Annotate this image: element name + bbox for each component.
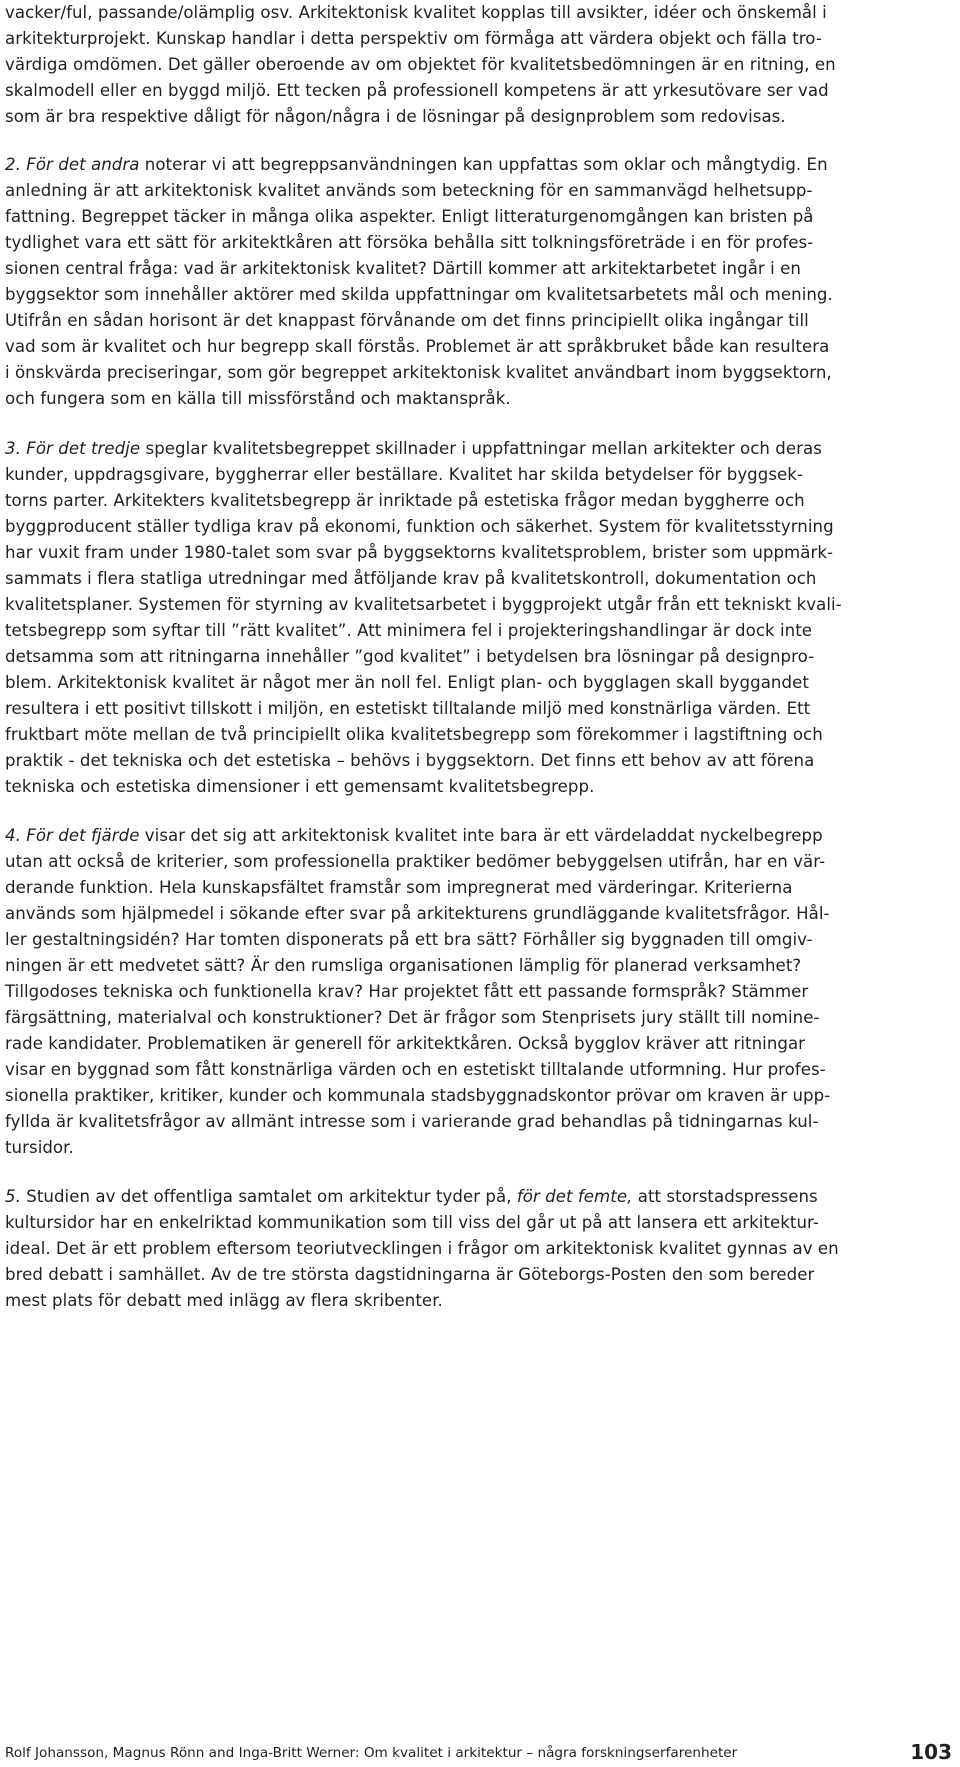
paragraph-3-line-11: resultera i ett positivt tillskott i miljön, en estetiskt tilltalande miljö med konstnärliga värden. Ett [5, 699, 811, 718]
paragraph-3-line-13: praktik - det tekniska och det estetiska – behövs i byggsektorn. Det finns ett behov av att förena [5, 751, 815, 770]
paragraph-5-lead: 5. [5, 1187, 21, 1206]
paragraph-4-line-4: används som hjälpmedel i sökande efter svar på arkitekturens grundläggande kvalitetsfrågor. Hål- [5, 904, 830, 923]
paragraph-3-line-8: tetsbegrepp som syftar till ”rätt kvalitet”. Att minimera fel i projekteringshandlingar är dock inte [5, 621, 813, 640]
paragraph-2-line-7: Utifrån en sådan horisont är det knappast förvånande om det finns principiellt olika ingångar till [5, 311, 809, 330]
page-number: 103 [910, 1740, 952, 1764]
paragraph-5-line-3: ideal. Det är ett problem eftersom teoriutvecklingen i frågor om arkitektonisk kvalitet gynnas av en [5, 1239, 839, 1258]
page-footer-authors: Rolf Johansson, Magnus Rönn and Inga-Britt Werner: Om kvalitet i arkitektur – några forskningserfarenheter [5, 1745, 738, 1761]
paragraph-1-line-1: vacker/ful, passande/olämplig osv. Arkitektonisk kvalitet kopplas till avsikter, idéer och önskemål i [5, 3, 827, 22]
paragraph-4-line-6: ningen är ett medvetet sätt? Är den rumsliga organisationen lämplig för planerad verksamhet? [5, 956, 802, 975]
paragraph-5-line-1-post: att storstadspressens [632, 1187, 818, 1206]
paragraph-2-line-5: sionen central fråga: vad är arkitektonisk kvalitet? Därtill kommer att arkitektarbetet ingår i en [5, 259, 801, 278]
paragraph-2-line-6: byggsektor som innehåller aktörer med skilda uppfattningar om kvalitetsarbetets mål och mening. [5, 285, 833, 304]
paragraph-3-line-3: torns parter. Arkitekters kvalitetsbegrepp är inriktade på estetiska frågor medan byggherre och [5, 491, 805, 510]
paragraph-2-lead: 2. För det andra [5, 155, 140, 174]
paragraph-3-line-6: sammats i flera statliga utredningar med åtföljande krav på kvalitetskontroll, dokumentation och [5, 569, 817, 588]
paragraph-3-line-14: tekniska och estetiska dimensioner i ett gemensamt kvalitetsbegrepp. [5, 777, 595, 796]
paragraph-3-line-5: har vuxit fram under 1980-talet som svar på byggsektorns kvalitetsproblem, brister som uppmärk- [5, 543, 834, 562]
paragraph-3-line-2: kunder, uppdragsgivare, byggherrar eller beställare. Kvalitet har skilda betydelser för byggsek- [5, 465, 804, 484]
paragraph-5-line-1-pre: Studien av det offentliga samtalet om arkitektur tyder på, [20, 1187, 517, 1206]
paragraph-4-line-5: ler gestaltningsidén? Har tomten disponerats på ett bra sätt? Förhåller sig byggnaden till omgiv- [5, 930, 813, 949]
paragraph-5-line-2: kultursidor har en enkelriktad kommunikation som till viss del går ut på att lansera ett arkitektur- [5, 1213, 819, 1232]
paragraph-5-line-1-emphasis: för det femte, [516, 1187, 633, 1206]
paragraph-4-lead: 4. För det fjärde [5, 826, 140, 845]
paragraph-3-line-1 [5, 439, 822, 459]
paragraph-2-line-10: och fungera som en källa till missförstånd och maktanspråk. [5, 389, 511, 408]
paragraph-5-line-4: bred debatt i samhället. Av de tre största dagstidningarna är Göteborgs-Posten den som bereder [5, 1265, 815, 1284]
paragraph-3-lead: 3. För det tredje [5, 439, 141, 458]
paragraph-2-line-8: vad som är kvalitet och hur begrepp skall förstås. Problemet är att språkbruket både kan resultera [5, 337, 830, 356]
paragraph-4-line-3: derande funktion. Hela kunskapsfältet framstår som impregnerat med värderingar. Kriterierna [5, 878, 793, 897]
paragraph-2-line-2: anledning är att arkitektonisk kvalitet används som beteckning för en sammanvägd helhetsupp- [5, 181, 813, 200]
paragraph-1-line-2: arkitekturprojekt. Kunskap handlar i detta perspektiv om förmåga att värdera objekt och fälla tro- [5, 29, 822, 48]
paragraph-4-line-10: visar en byggnad som fått konstnärliga värden och en estetiskt tilltalande utformning. Hur profes- [5, 1060, 826, 1079]
paragraph-4-line-8: färgsättning, materialval och konstruktioner? Det är frågor som Stenprisets jury ställt till nomine- [5, 1008, 820, 1027]
paragraph-3-line-4: byggproducent ställer tydliga krav på ekonomi, funktion och säkerhet. System för kvalitetsstyrning [5, 517, 834, 536]
paragraph-3-line-1-text: speglar kvalitetsbegreppet skillnader i uppfattningar mellan arkitekter och deras [140, 439, 822, 458]
paragraph-2-line-1 [5, 155, 828, 175]
paragraph-4-line-1 [5, 826, 823, 846]
paragraph-4-line-9: rade kandidater. Problematiken är generell för arkitektkåren. Också bygglov kräver att ritningar [5, 1034, 806, 1053]
paragraph-4-line-12: fyllda är kvalitetsfrågor av allmänt intresse som i varierande grad behandlas på tidningarnas kul- [5, 1112, 819, 1131]
paragraph-4-line-13: tursidor. [5, 1138, 74, 1157]
paragraph-3-line-12: fruktbart möte mellan de två principiellt olika kvalitetsbegrepp som förekommer i lagstiftning och [5, 725, 823, 744]
paragraph-1-line-3: värdiga omdömen. Det gäller oberoende av om objektet för kvalitetsbedömningen är en ritning, en [5, 55, 836, 74]
paragraph-2-line-4: tydlighet vara ett sätt för arkitektkåren att försöka behålla sitt tolkningsföreträde i en för profes- [5, 233, 814, 252]
paragraph-4-line-7: Tillgodoses tekniska och funktionella krav? Har projektet fått ett passande formspråk? Stämmer [5, 982, 809, 1001]
paragraph-2-line-9: i önskvärda preciseringar, som gör begreppet arkitektonisk kvalitet användbart inom byggsektorn, [5, 363, 832, 382]
paragraph-2-line-1-text: noterar vi att begreppsanvändningen kan uppfattas som oklar och mångtydig. En [139, 155, 828, 174]
paragraph-3-line-9: detsamma som att ritningarna innehåller ”god kvalitet” i betydelsen bra lösningar på designpro- [5, 647, 815, 666]
paragraph-4-line-1-text: visar det sig att arkitektonisk kvalitet inte bara är ett värdeladdat nyckelbegrepp [139, 826, 823, 845]
paragraph-1-line-4: skalmodell eller en byggd miljö. Ett tecken på professionell kompetens är att yrkesutövare ser vad [5, 81, 829, 100]
paragraph-5-line-1 [5, 1187, 818, 1207]
paragraph-4-line-11: sionella praktiker, kritiker, kunder och kommunala stadsbyggnadskontor prövar om kraven är upp- [5, 1086, 831, 1105]
paragraph-4-line-2: utan att också de kriterier, som professionella praktiker bedömer bebyggelsen utifrån, har en vär- [5, 852, 826, 871]
paragraph-3-line-7: kvalitetsplaner. Systemen för styrning av kvalitetsarbetet i byggprojekt utgår från ett tekniskt kvali- [5, 595, 842, 614]
paragraph-3-line-10: blem. Arkitektonisk kvalitet är något mer än noll fel. Enligt plan- och bygglagen skall byggandet [5, 673, 809, 692]
paragraph-5-line-5: mest plats för debatt med inlägg av flera skribenter. [5, 1291, 443, 1310]
paragraph-1-line-5: som är bra respektive dåligt för någon/några i de lösningar på designproblem som redovisas. [5, 107, 786, 126]
paragraph-2-line-3: fattning. Begreppet täcker in många olika aspekter. Enligt litteraturgenomgången kan bristen på [5, 207, 814, 226]
